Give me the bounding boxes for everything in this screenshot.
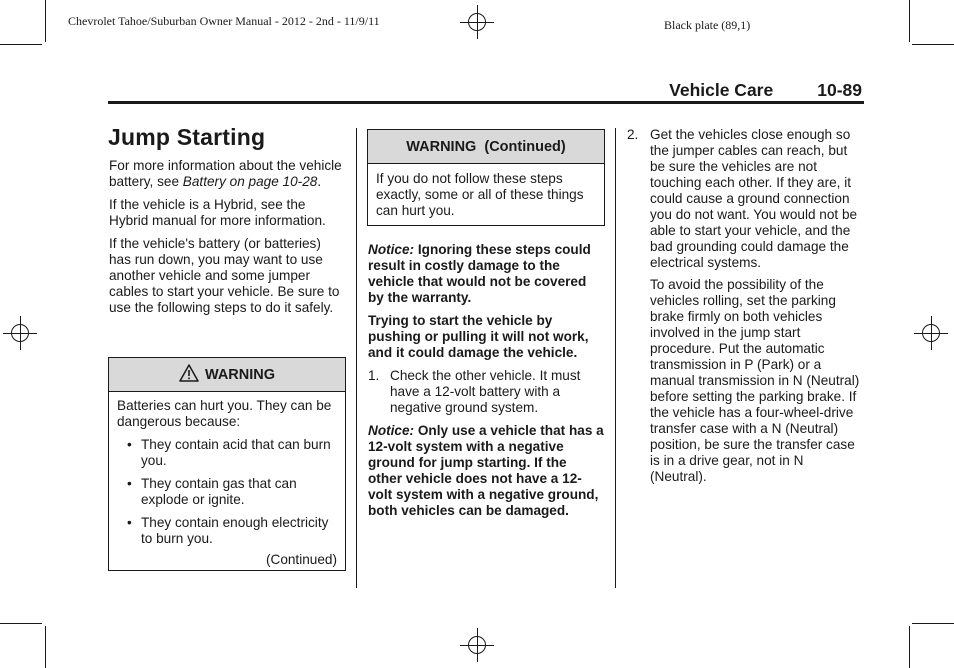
crop-mark xyxy=(912,623,954,624)
list-item: • They contain gas that can explode or ignite. xyxy=(127,476,297,507)
column-2 xyxy=(368,242,604,526)
registration-mark-icon xyxy=(460,5,494,39)
bullet: • xyxy=(127,515,132,530)
registration-mark-icon xyxy=(914,316,948,350)
warning-box xyxy=(108,357,346,571)
warning-continued-box xyxy=(367,129,605,226)
column-1 xyxy=(109,158,345,323)
list-item: • They contain acid that can burn you. xyxy=(127,437,331,468)
step-sub-paragraph: To avoid the possibility of the vehicles rolling, set the parking brake firmly on both vehicles involved in the jump start procedure. Put the automatic transmission in P (Park) or a manual transmission in N (Neutral) before setting the parking brake. If the vehicle has a four-wheel-drive transfer case with a N (Neutral) position, be sure the transfer case is in a drive gear, not in N (Neutral). xyxy=(650,277,860,484)
running-head xyxy=(669,80,862,101)
notice-label: Notice: xyxy=(368,423,415,438)
crop-mark xyxy=(0,44,42,45)
continued-label: (Continued) xyxy=(265,552,337,567)
battery-cross-reference-link[interactable]: Battery on page 10-28 xyxy=(182,174,318,189)
column-divider xyxy=(356,128,357,588)
registration-mark-icon xyxy=(3,316,37,350)
warning-heading: WARNING xyxy=(204,366,276,383)
bullet: • xyxy=(127,437,132,452)
print-slug: Chevrolet Tahoe/Suburban Owner Manual - 2012 - 2nd - 11/9/11 xyxy=(68,14,380,28)
intro-paragraph: For more information about the vehicle battery, see Battery on page 10-28. xyxy=(109,158,342,189)
rundown-paragraph: If the vehicle's battery (or batteries) has run down, you may want to use another vehicle and some jumper cables to start your vehicle. Be sure to use the following steps to do it safely. xyxy=(109,236,340,315)
warning-continued-header xyxy=(368,130,604,164)
warning-triangle-icon xyxy=(179,364,199,386)
notice-paragraph: Notice: Only use a vehicle that has a 12-volt system with a negative ground for jump starting. If the other vehicle does not have a 12-volt system with a negative ground, both vehicles can be damaged. xyxy=(368,423,604,518)
list-item: • They contain enough electricity to burn you. xyxy=(127,515,329,546)
crop-mark xyxy=(909,0,910,42)
hybrid-paragraph: If the vehicle is a Hybrid, see the Hybrid manual for more information. xyxy=(109,197,326,228)
crop-mark xyxy=(0,623,42,624)
step-number: 2. xyxy=(627,127,639,142)
column-3 xyxy=(627,127,863,485)
notice-label: Notice: xyxy=(368,242,415,257)
warning-header xyxy=(109,358,345,392)
header-rule xyxy=(108,101,864,104)
warning-body xyxy=(109,392,345,574)
page-title: Jump Starting xyxy=(108,124,266,150)
column-divider xyxy=(615,128,616,588)
crop-mark xyxy=(912,44,954,45)
warning-continued-heading: WARNING (Continued) xyxy=(406,138,566,155)
crop-mark xyxy=(909,626,910,668)
crop-mark xyxy=(45,0,46,42)
bullet: • xyxy=(127,476,132,491)
crop-mark xyxy=(45,626,46,668)
step-number: 1. xyxy=(368,368,380,383)
plate-label: Black plate (89,1) xyxy=(664,18,751,32)
step-item: 2. Get the vehicles close enough so the jumper cables can reach, but be sure the vehicles are not touching each other. If they are, it could cause a ground connection you do not want. You would not be able to start your vehicle, and the bad grounding could damage the electrical systems. xyxy=(627,127,858,270)
page-number: 10-89 xyxy=(817,80,862,100)
warning-continued-body: If you do not follow these steps exactly, some or all of these things can hurt you. xyxy=(376,171,584,218)
push-start-paragraph: Trying to start the vehicle by pushing or pulling it will not work, and it could damage the vehicle. xyxy=(368,313,589,360)
registration-mark-icon xyxy=(460,628,494,662)
step-item: 1. Check the other vehicle. It must have a 12-volt battery with a negative ground system. xyxy=(368,368,581,415)
notice-paragraph: Notice: Ignoring these steps could result in costly damage to the vehicle that would not be covered by the warranty. xyxy=(368,242,591,305)
section-title: Vehicle Care xyxy=(669,80,774,100)
warning-intro: Batteries can hurt you. They can be dangerous because: xyxy=(117,398,332,429)
